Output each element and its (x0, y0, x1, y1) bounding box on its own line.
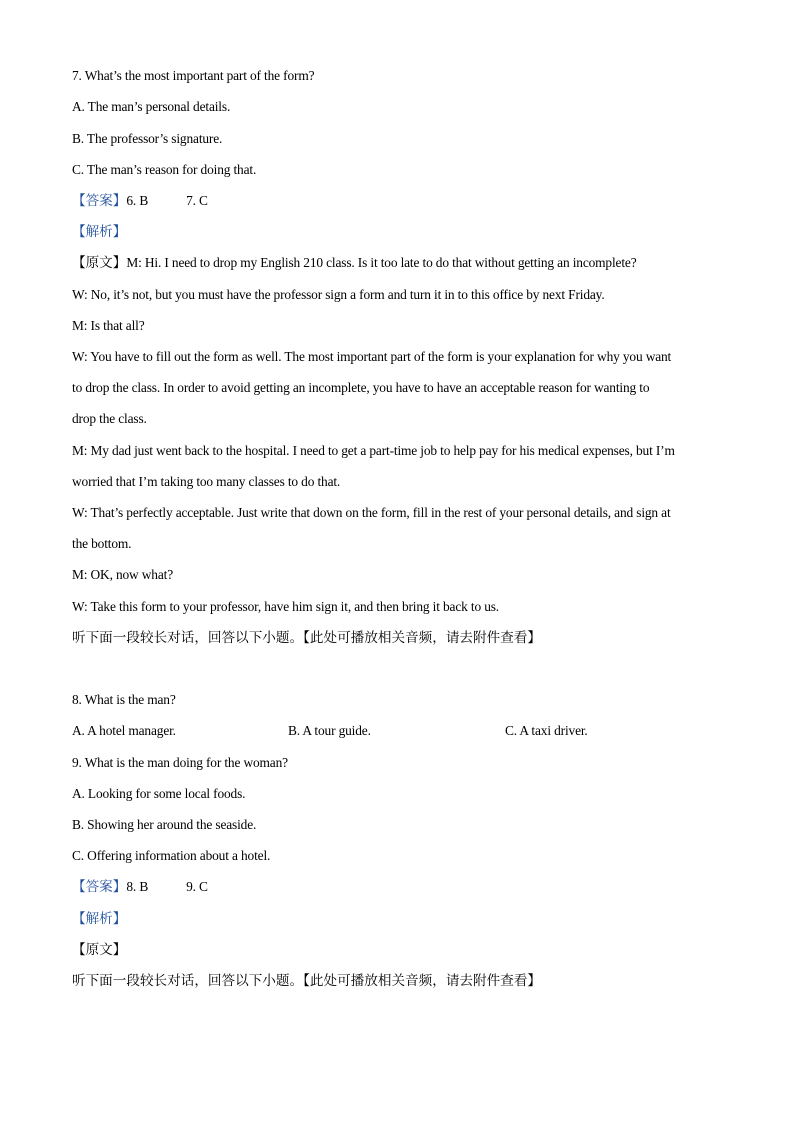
transcript-line-11: M: OK, now what? (72, 567, 173, 582)
question-8: 8. What is the man? (72, 692, 176, 707)
transcript-line-4: W: You have to fill out the form as well. The most important part of the form is your explanation for why you want (72, 349, 672, 364)
transcript-tag: 【原文】 (72, 942, 127, 958)
transcript-line-2-header (72, 942, 126, 958)
q9-option-a: A. Looking for some local foods. (72, 786, 246, 801)
answer-8: 8. B (126, 879, 149, 894)
question-9: 9. What is the man doing for the woman? (72, 755, 288, 770)
transcript-line-2: W: No, it’s not, but you must have the professor sign a form and turn it in to this office by next Friday. (72, 287, 605, 302)
answer-tag: 【答案】 (72, 879, 127, 895)
q7-option-b: B. The professor’s signature. (72, 131, 223, 146)
answer-line-1 (72, 193, 208, 209)
q7-option-a: A. The man’s personal details. (72, 99, 231, 114)
transcript-line-7: M: My dad just went back to the hospital. I need to get a part-time job to help pay for his medical expenses, but I’m (72, 443, 675, 458)
transcript-line-12: W: Take this form to your professor, have him sign it, and then bring it back to us. (72, 599, 499, 614)
transcript-line-3: M: Is that all? (72, 318, 145, 333)
transcript-line-10: the bottom. (72, 536, 132, 551)
transcript-line-9: W: That’s perfectly acceptable. Just write that down on the form, fill in the rest of your personal details, and sign at (72, 505, 671, 520)
analysis-tag: 【解析】 (72, 224, 127, 240)
question-7: 7. What’s the most important part of the form? (72, 68, 315, 83)
q8-option-a: A. A hotel manager. (72, 723, 176, 738)
q7-option-c: C. The man’s reason for doing that. (72, 162, 257, 177)
transcript-text: M: Hi. I need to drop my English 210 class. Is it too late to do that without getting an incomplete? (126, 255, 637, 270)
q8-option-b: B. A tour guide. (288, 723, 371, 738)
listening-instruction-1: 听下面一段较长对话，回答以下小题。【此处可播放相关音频，请去附件查看】 (72, 630, 541, 646)
analysis-line-1 (72, 224, 126, 240)
answer-tag: 【答案】 (72, 193, 127, 209)
q9-option-b: B. Showing her around the seaside. (72, 817, 257, 832)
transcript-tag: 【原文】 (72, 255, 127, 271)
q9-option-c: C. Offering information about a hotel. (72, 848, 271, 863)
answer-9: 9. C (186, 879, 208, 894)
analysis-tag: 【解析】 (72, 911, 127, 927)
q8-option-c: C. A taxi driver. (505, 723, 588, 738)
transcript-line-5: to drop the class. In order to avoid getting an incomplete, you have to have an acceptable reason for wanting to (72, 380, 650, 395)
transcript-line-1 (72, 255, 637, 271)
answer-7: 7. C (186, 193, 208, 208)
transcript-line-6: drop the class. (72, 411, 147, 426)
analysis-line-2 (72, 911, 126, 927)
listening-instruction-2: 听下面一段较长对话，回答以下小题。【此处可播放相关音频，请去附件查看】 (72, 973, 541, 989)
transcript-line-8: worried that I’m taking too many classes to do that. (72, 474, 341, 489)
answer-line-2 (72, 879, 208, 895)
answer-6: 6. B (126, 193, 149, 208)
